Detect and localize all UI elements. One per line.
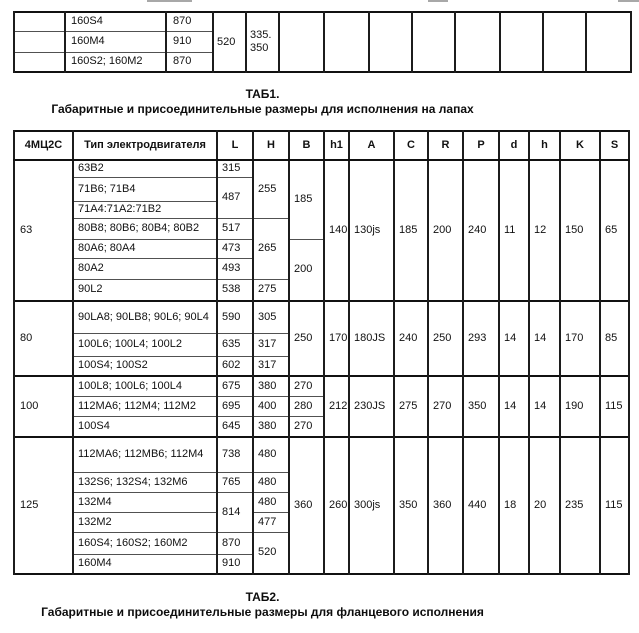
cell-H: 275 (253, 279, 289, 301)
header-cell-L: L (217, 131, 253, 160)
cell-L: 602 (217, 356, 253, 376)
cell-L: 870 (217, 532, 253, 554)
cell-group: 125 (14, 437, 73, 574)
tab1-subtitle: Габаритные и присоединительные размеры для исполнения на лапах (51, 102, 474, 116)
empty-cell (586, 12, 631, 72)
empty-cell (412, 12, 455, 72)
cell-type: 112MA6; 112M4; 112M2 (73, 396, 217, 416)
cell-C: 240 (394, 301, 428, 376)
cell-type: 100L8; 100L6; 100L4 (73, 376, 217, 396)
header-cell-h1: h1 (324, 131, 349, 160)
tab2-subtitle: Габаритные и присоединительные размеры для фланцевого исполнения (41, 605, 484, 619)
cell-B-line1: 335. (250, 29, 272, 41)
cell-L: 910 (217, 554, 253, 574)
cell-H-merged: 520 (213, 12, 246, 72)
cell-type: 90L2 (73, 279, 217, 301)
empty-cell (14, 12, 65, 31)
cell-H: 480 (253, 492, 289, 512)
cell-R: 200 (428, 160, 463, 301)
cell-C: 185 (394, 160, 428, 301)
cell-group: 100 (14, 376, 73, 437)
cell-A: 180JS (349, 301, 394, 376)
cell-type: 80B8; 80B6; 80B4; 80B2 (73, 218, 217, 239)
cell-S: 85 (600, 301, 629, 376)
cell-P: 440 (463, 437, 499, 574)
cell-P: 240 (463, 160, 499, 301)
cell-type: 160S2; 160M2 (65, 52, 166, 72)
header-cell-h: h (529, 131, 560, 160)
cropped-row-remnant (428, 0, 448, 2)
cell-L: 538 (217, 279, 253, 301)
cell-S: 65 (600, 160, 629, 301)
cell-type: 160M4 (73, 554, 217, 574)
tab2-title: ТАБ2. (245, 590, 280, 604)
cell-A: 130js (349, 160, 394, 301)
cell-L: 487 (217, 177, 253, 218)
cell-H: 255 (253, 160, 289, 218)
cell-B-merged (246, 12, 279, 72)
cell-H: 477 (253, 512, 289, 532)
cell-K: 150 (560, 160, 600, 301)
cell-L: 635 (217, 333, 253, 356)
cell-L: 738 (217, 437, 253, 472)
cell-h1: 140 (324, 160, 349, 301)
cell-L: 870 (166, 52, 213, 72)
cell-H: 317 (253, 333, 289, 356)
header-row (14, 131, 629, 160)
cell-h1: 260 (324, 437, 349, 574)
empty-cell (14, 31, 65, 52)
cell-L: 765 (217, 472, 253, 492)
cell-h1: 212 (324, 376, 349, 437)
cell-P: 350 (463, 376, 499, 437)
cell-R: 250 (428, 301, 463, 376)
cell-A: 230JS (349, 376, 394, 437)
cell-h1: 170 (324, 301, 349, 376)
cell-d: 14 (499, 376, 529, 437)
cropped-row-remnant (618, 0, 639, 2)
cell-type: 100L6; 100L4; 100L2 (73, 333, 217, 356)
cell-H: 400 (253, 396, 289, 416)
cell-H: 305 (253, 301, 289, 333)
cell-h: 14 (529, 301, 560, 376)
cell-B: 250 (289, 301, 324, 376)
cell-type: 160S4; 160S2; 160M2 (73, 532, 217, 554)
header-cell-R: R (428, 131, 463, 160)
cell-type: 100S4; 100S2 (73, 356, 217, 376)
cell-B: 360 (289, 437, 324, 574)
cell-d: 11 (499, 160, 529, 301)
cell-d: 14 (499, 301, 529, 376)
cell-L: 814 (217, 492, 253, 532)
cell-type: 160S4 (65, 12, 166, 31)
header-cell-d: d (499, 131, 529, 160)
cell-h: 20 (529, 437, 560, 574)
cell-H: 520 (253, 532, 289, 574)
cell-H: 380 (253, 416, 289, 437)
cell-type: 71A4:71A2:71B2 (73, 201, 217, 218)
cell-type: 132M4 (73, 492, 217, 512)
header-cell-P: P (463, 131, 499, 160)
empty-cell (500, 12, 543, 72)
header-cell-K: K (560, 131, 600, 160)
cell-group: 80 (14, 301, 73, 376)
header-cell-H: H (253, 131, 289, 160)
cell-L: 517 (217, 218, 253, 239)
cell-d: 18 (499, 437, 529, 574)
cell-S: 115 (600, 376, 629, 437)
cell-type: 80A2 (73, 258, 217, 279)
cell-A: 300js (349, 437, 394, 574)
header-cell-C: C (394, 131, 428, 160)
table-row (14, 437, 629, 472)
tab2-caption (0, 590, 525, 620)
cell-S: 115 (600, 437, 629, 574)
empty-cell (455, 12, 500, 72)
cell-L: 695 (217, 396, 253, 416)
cell-H: 480 (253, 437, 289, 472)
empty-cell (543, 12, 586, 72)
empty-cell (369, 12, 412, 72)
cell-R: 360 (428, 437, 463, 574)
tab2-table (13, 130, 630, 575)
cell-type: 100S4 (73, 416, 217, 437)
cropped-row-remnant (147, 0, 192, 2)
cell-B: 200 (289, 239, 324, 301)
cell-H: 317 (253, 356, 289, 376)
empty-cell (324, 12, 369, 72)
table-row (14, 301, 629, 333)
cell-type: 90LA8; 90LB8; 90L6; 90L4 (73, 301, 217, 333)
cell-C: 275 (394, 376, 428, 437)
header-cell-group: 4МЦ2С (14, 131, 73, 160)
cell-type: 80A6; 80A4 (73, 239, 217, 258)
cell-K: 170 (560, 301, 600, 376)
cell-h: 14 (529, 376, 560, 437)
cell-H: 380 (253, 376, 289, 396)
cell-B: 270 (289, 416, 324, 437)
header-cell-S: S (600, 131, 629, 160)
cell-h: 12 (529, 160, 560, 301)
cell-type: 112MA6; 112MB6; 112M4 (73, 437, 217, 472)
cell-type: 71B6; 71B4 (73, 177, 217, 201)
tab1-table-fragment (13, 11, 632, 73)
cell-L: 315 (217, 160, 253, 177)
cell-group: 63 (14, 160, 73, 301)
header-cell-type: Тип электродвигателя (73, 131, 217, 160)
cell-type: 132M2 (73, 512, 217, 532)
cell-L: 910 (166, 31, 213, 52)
table-row (14, 376, 629, 396)
cell-type: 63B2 (73, 160, 217, 177)
cell-B-line2: 350 (250, 42, 269, 54)
table-row (14, 160, 629, 177)
cell-L: 870 (166, 12, 213, 31)
cell-L: 645 (217, 416, 253, 437)
cell-P: 293 (463, 301, 499, 376)
cell-B: 280 (289, 396, 324, 416)
cell-L: 675 (217, 376, 253, 396)
cell-L: 493 (217, 258, 253, 279)
table-row (14, 12, 631, 31)
cell-B: 185 (289, 160, 324, 239)
empty-cell (14, 52, 65, 72)
empty-cell (279, 12, 324, 72)
cell-L: 473 (217, 239, 253, 258)
cell-type: 132S6; 132S4; 132M6 (73, 472, 217, 492)
cell-L: 590 (217, 301, 253, 333)
cell-K: 235 (560, 437, 600, 574)
tab1-caption (0, 87, 525, 117)
cell-H: 480 (253, 472, 289, 492)
cell-K: 190 (560, 376, 600, 437)
header-cell-B: B (289, 131, 324, 160)
cell-R: 270 (428, 376, 463, 437)
cell-B: 270 (289, 376, 324, 396)
tab1-title: ТАБ1. (245, 87, 280, 101)
header-cell-A: A (349, 131, 394, 160)
cell-C: 350 (394, 437, 428, 574)
cell-H: 265 (253, 218, 289, 279)
cell-type: 160M4 (65, 31, 166, 52)
